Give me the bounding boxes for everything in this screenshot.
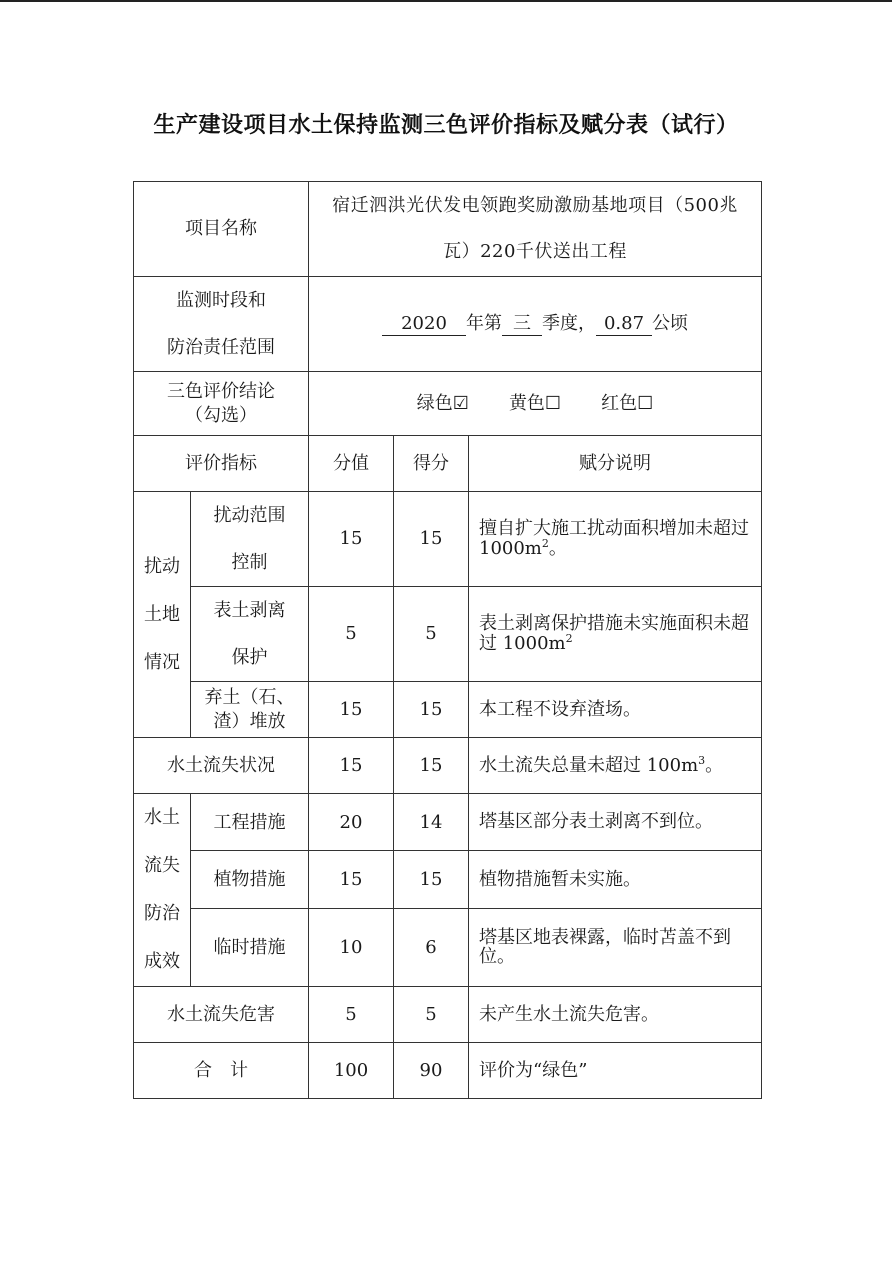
header-got: 得分	[394, 436, 469, 492]
explain-cell: 未产生水土流失危害。	[469, 987, 762, 1043]
explain-cell: 植物措施暂未实施。	[469, 851, 762, 908]
header-row	[134, 436, 762, 492]
disturb-group-line3: 情况	[144, 651, 180, 673]
indicator-name: 工程措施	[191, 794, 309, 851]
indicator-name-line2: 控制	[231, 552, 268, 573]
period-value	[309, 277, 762, 372]
score-cell: 15	[309, 738, 394, 794]
header-score: 分值	[309, 436, 394, 492]
disturb-group-line2: 土地	[144, 603, 180, 625]
explain-cell: 塔基区地表裸露，临时苫盖不到位。	[469, 908, 762, 986]
explain-tail: 。	[548, 538, 567, 559]
total-score: 100	[309, 1043, 394, 1099]
indicator-name-line1: 表土剥离	[213, 600, 286, 621]
conclusion-label	[134, 372, 309, 436]
got-cell: 5	[394, 987, 469, 1043]
period-label-line2: 防治责任范围	[167, 337, 275, 358]
yellow-checkbox[interactable]: 黄色☐	[508, 392, 562, 414]
conclusion-label-line1: 三色评价结论	[167, 381, 275, 403]
table-row	[134, 987, 762, 1043]
period-label-line1: 监测时段和	[176, 290, 266, 311]
indicator-name	[191, 682, 309, 738]
table-row	[134, 794, 762, 851]
green-checkbox[interactable]: 绿色☑	[416, 392, 469, 414]
disturb-group-line1: 扰动	[144, 555, 180, 577]
total-got: 90	[394, 1043, 469, 1099]
explain-text: 水土流失总量未超过 100m	[479, 754, 699, 776]
period-row	[134, 277, 762, 372]
got-cell: 15	[394, 682, 469, 738]
explain-sup: 2	[541, 537, 549, 550]
area-unit: 公顷	[652, 313, 689, 334]
got-cell: 15	[394, 738, 469, 794]
red-checkbox[interactable]: 红色☐	[601, 392, 654, 414]
indicator-name	[191, 587, 309, 682]
year-value: 2020	[382, 313, 466, 336]
score-cell: 15	[309, 851, 394, 908]
prevention-group-line1: 水土	[144, 807, 180, 828]
indicator-name-line1: 扰动范围	[213, 505, 286, 526]
table-row	[134, 851, 762, 908]
explain-text: 表土剥离保护措施未实施面积未超过 1000m	[479, 613, 749, 654]
explain-text: 擅自扩大施工扰动面积增加未超过 1000m	[479, 518, 749, 559]
indicator-name-line2: 渣）堆放	[213, 710, 286, 732]
explain-cell: 本工程不设弃渣场。	[469, 682, 762, 738]
total-row	[134, 1043, 762, 1099]
score-cell: 20	[309, 794, 394, 851]
project-label: 项目名称	[134, 182, 309, 277]
table-row	[134, 492, 762, 587]
explain-sup: 2	[565, 632, 573, 645]
explain-cell	[469, 738, 762, 794]
page-title: 生产建设项目水土保持监测三色评价指标及赋分表（试行）	[153, 113, 739, 138]
explain-cell: 塔基区部分表土剥离不到位。	[469, 794, 762, 851]
project-value: 宿迁泗洪光伏发电领跑奖励激励基地项目（500兆瓦）220千伏送出工程	[309, 182, 762, 277]
total-label: 合 计	[134, 1043, 309, 1099]
got-cell: 15	[394, 851, 469, 908]
period-label	[134, 277, 309, 372]
got-cell: 15	[394, 492, 469, 587]
explain-cell	[469, 587, 762, 682]
table-row	[134, 908, 762, 986]
project-row	[134, 182, 762, 277]
conclusion-options	[309, 372, 762, 436]
year-suffix: 年第	[466, 313, 503, 334]
header-indicator: 评价指标	[134, 436, 309, 492]
table-row	[134, 682, 762, 738]
prevention-group-line3: 防治	[144, 903, 180, 924]
header-explain: 赋分说明	[469, 436, 762, 492]
explain-sup: 3	[698, 753, 706, 767]
prevention-group-line4: 成效	[144, 951, 180, 972]
conclusion-row	[134, 372, 762, 436]
score-cell: 15	[309, 682, 394, 738]
prevention-group-label	[134, 794, 191, 987]
prevention-group-line2: 流失	[144, 855, 180, 876]
loss-label: 水土流失状况	[134, 738, 309, 794]
indicator-name-line2: 保护	[231, 647, 268, 668]
indicator-name-line1: 弃土（石、	[204, 687, 295, 709]
area-value: 0.87	[596, 313, 652, 336]
table-row	[134, 738, 762, 794]
got-cell: 6	[394, 908, 469, 986]
total-explain: 评价为“绿色”	[469, 1043, 762, 1099]
got-cell: 5	[394, 587, 469, 682]
evaluation-table	[133, 181, 762, 1099]
got-cell: 14	[394, 794, 469, 851]
conclusion-label-line2: （勾选）	[185, 404, 257, 426]
explain-tail: 。	[705, 754, 724, 776]
score-cell: 15	[309, 492, 394, 587]
quarter-suffix: 季度，	[542, 313, 597, 334]
explain-cell	[469, 492, 762, 587]
disturb-group-label	[134, 492, 191, 738]
hazard-label: 水土流失危害	[134, 987, 309, 1043]
indicator-name	[191, 492, 309, 587]
quarter-value: 三	[502, 313, 542, 336]
score-cell: 5	[309, 587, 394, 682]
top-border-line	[0, 0, 892, 2]
score-cell: 10	[309, 908, 394, 986]
score-cell: 5	[309, 987, 394, 1043]
indicator-name: 临时措施	[191, 908, 309, 986]
table-row	[134, 587, 762, 682]
indicator-name: 植物措施	[191, 851, 309, 908]
